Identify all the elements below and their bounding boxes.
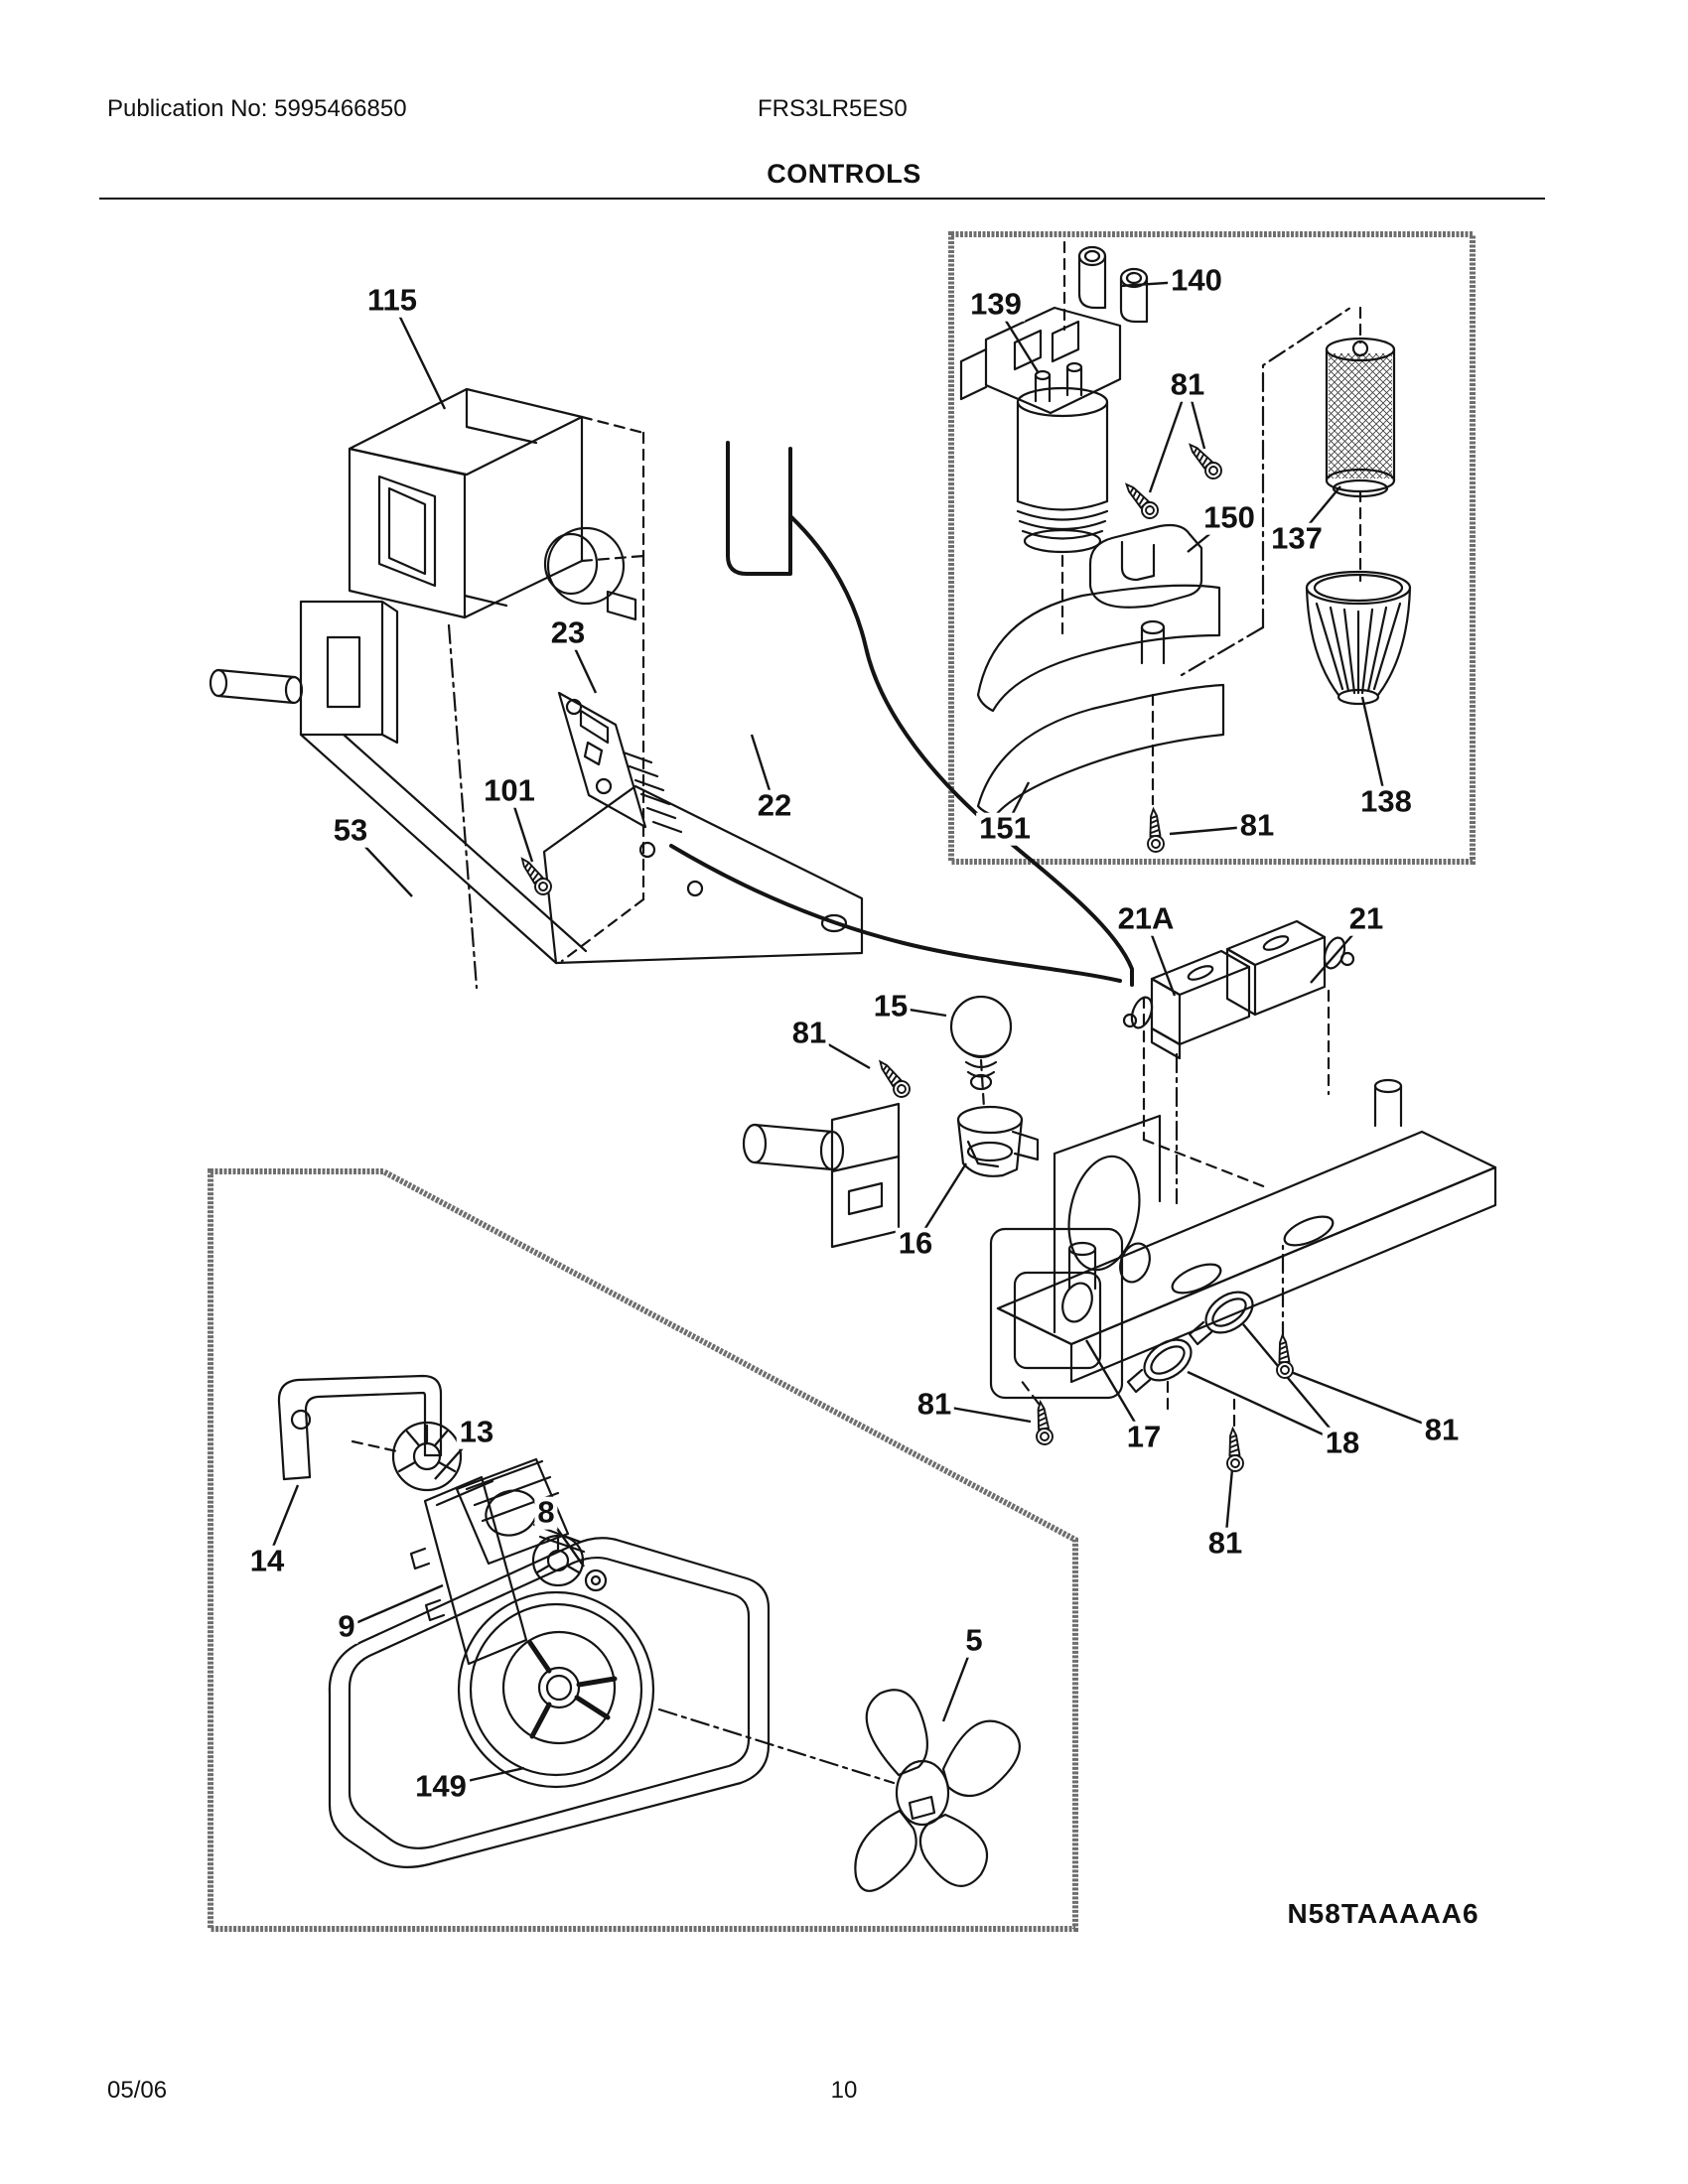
- callout-8: 8: [534, 1497, 557, 1530]
- inset-filter-box: [951, 234, 1473, 862]
- part-15-light-bulb: [951, 997, 1011, 1089]
- part-139-filter-head: [961, 308, 1120, 552]
- screw-glyph: [1275, 1335, 1294, 1379]
- callout-9: 9: [335, 1611, 357, 1644]
- callout-81: 81: [1237, 810, 1277, 843]
- part-115-damper-housing: [350, 389, 635, 619]
- part-23-control-board: [559, 693, 681, 832]
- valve-plane-dashes: [1144, 991, 1329, 1187]
- part-8-washer: [586, 1570, 606, 1590]
- screw-glyph: [516, 854, 555, 897]
- callout-150: 150: [1200, 502, 1258, 535]
- centerline-115: [449, 625, 477, 988]
- callout-149: 149: [412, 1771, 470, 1804]
- screw-glyph: [1033, 1401, 1054, 1445]
- part-149-fan-shroud: [330, 1538, 769, 1867]
- screw-glyphs: [516, 440, 1294, 1472]
- part-16-lamp-socket: [958, 1107, 1038, 1176]
- callout-22: 22: [755, 790, 794, 823]
- part-151-cover: [978, 586, 1223, 816]
- callout-115: 115: [364, 285, 420, 318]
- part-138-filter-cup: [1307, 572, 1410, 704]
- callout-81: 81: [1205, 1528, 1245, 1561]
- footer-date: 05/06: [107, 2077, 168, 2104]
- callout-14: 14: [247, 1546, 287, 1578]
- callout-21A: 21A: [1115, 903, 1178, 936]
- leader-line: [1291, 1372, 1442, 1431]
- model-number: FRS3LR5ES0: [758, 95, 908, 122]
- part-22-water-tube: [671, 443, 1132, 985]
- callout-15: 15: [871, 991, 911, 1024]
- part-150-clamp: [1090, 525, 1201, 608]
- screw-glyph: [1121, 479, 1162, 522]
- callout-18: 18: [1323, 1428, 1362, 1460]
- callout-140: 140: [1168, 265, 1225, 298]
- callout-21: 21: [1346, 903, 1386, 936]
- callout-101: 101: [481, 775, 538, 808]
- callout-23: 23: [548, 617, 588, 650]
- callout-81: 81: [1422, 1415, 1462, 1447]
- bracket-end-channel: [744, 1104, 899, 1247]
- callout-137: 137: [1268, 523, 1326, 556]
- callout-16: 16: [896, 1228, 935, 1261]
- callout-13: 13: [457, 1417, 496, 1449]
- fan-centerline: [659, 1709, 894, 1783]
- callout-5: 5: [962, 1625, 985, 1658]
- callout-138: 138: [1357, 786, 1415, 819]
- part-17-control-bracket: [991, 1080, 1495, 1398]
- callout-81: 81: [1168, 369, 1207, 402]
- bail-dashes: [352, 1441, 397, 1451]
- diagram-code: N58TAAAAA6: [1287, 1898, 1479, 1929]
- callout-81: 81: [914, 1389, 954, 1422]
- part-9-motor-bracket: [411, 1477, 526, 1664]
- callout-53: 53: [331, 815, 370, 848]
- publication-number: Publication No: 5995466850: [107, 95, 407, 122]
- screw-glyph: [1225, 1429, 1244, 1472]
- callout-17: 17: [1124, 1422, 1164, 1454]
- screw-glyph: [874, 1056, 913, 1100]
- callout-151: 151: [976, 813, 1034, 846]
- part-137-filter-cartridge: [1327, 339, 1394, 496]
- callout-139: 139: [967, 289, 1025, 322]
- callout-leader-lines: [267, 281, 1442, 1787]
- leader-line: [347, 1585, 443, 1627]
- page-title: CONTROLS: [767, 159, 921, 189]
- screw-glyph: [1146, 809, 1165, 853]
- part-5-fan-blade: [855, 1690, 1020, 1891]
- callout-81: 81: [789, 1018, 829, 1050]
- footer-page-number: 10: [830, 2077, 858, 2104]
